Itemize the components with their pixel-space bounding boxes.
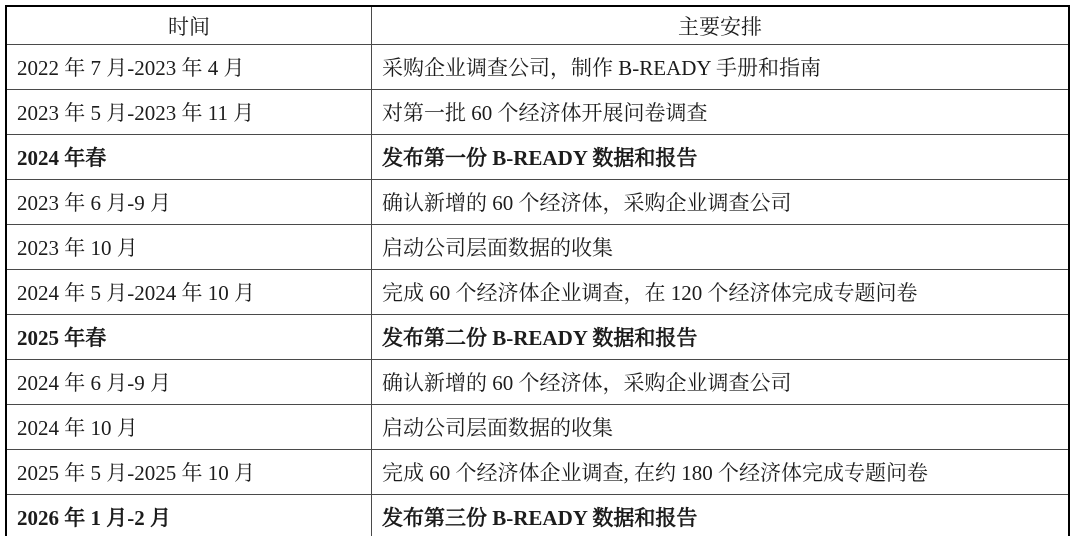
- time-cell: 2024 年 6 月-9 月: [6, 360, 372, 405]
- arrangement-cell: 对第一批 60 个经济体开展问卷调查: [372, 90, 1070, 135]
- header-row: [6, 6, 1069, 45]
- arrangement-cell: 确认新增的 60 个经济体，采购企业调查公司: [372, 360, 1070, 405]
- time-cell: 2026 年 1 月-2 月: [6, 495, 372, 536]
- time-cell: 2024 年 10 月: [6, 405, 372, 450]
- time-cell: 2024 年 5 月-2024 年 10 月: [6, 270, 372, 315]
- arrangement-cell: 完成 60 个经济体企业调查, 在约 180 个经济体完成专题问卷: [372, 450, 1070, 495]
- table-row: [6, 315, 1069, 360]
- table-body: [6, 45, 1069, 536]
- arrangement-cell: 发布第一份 B-READY 数据和报告: [372, 135, 1070, 180]
- table-row: [6, 270, 1069, 315]
- time-cell: 2025 年 5 月-2025 年 10 月: [6, 450, 372, 495]
- table-row: [6, 360, 1069, 405]
- table-row: [6, 405, 1069, 450]
- arrangement-cell: 采购企业调查公司，制作 B-READY 手册和指南: [372, 45, 1070, 90]
- arrangement-cell: 发布第二份 B-READY 数据和报告: [372, 315, 1070, 360]
- table-row: [6, 90, 1069, 135]
- arrangement-cell: 启动公司层面数据的收集: [372, 405, 1070, 450]
- arrangement-cell: 发布第三份 B-READY 数据和报告: [372, 495, 1070, 536]
- header-time: 时间: [6, 6, 372, 45]
- header-arrangement: 主要安排: [372, 6, 1070, 45]
- table-row: [6, 45, 1069, 90]
- table-row: [6, 450, 1069, 495]
- time-cell: 2025 年春: [6, 315, 372, 360]
- arrangement-cell: 完成 60 个经济体企业调查，在 120 个经济体完成专题问卷: [372, 270, 1070, 315]
- schedule-table: [5, 5, 1070, 536]
- time-cell: 2022 年 7 月-2023 年 4 月: [6, 45, 372, 90]
- table-row: [6, 495, 1069, 536]
- time-cell: 2024 年春: [6, 135, 372, 180]
- time-cell: 2023 年 10 月: [6, 225, 372, 270]
- time-cell: 2023 年 6 月-9 月: [6, 180, 372, 225]
- table-row: [6, 180, 1069, 225]
- table-row: [6, 135, 1069, 180]
- table-row: [6, 225, 1069, 270]
- arrangement-cell: 确认新增的 60 个经济体，采购企业调查公司: [372, 180, 1070, 225]
- arrangement-cell: 启动公司层面数据的收集: [372, 225, 1070, 270]
- time-cell: 2023 年 5 月-2023 年 11 月: [6, 90, 372, 135]
